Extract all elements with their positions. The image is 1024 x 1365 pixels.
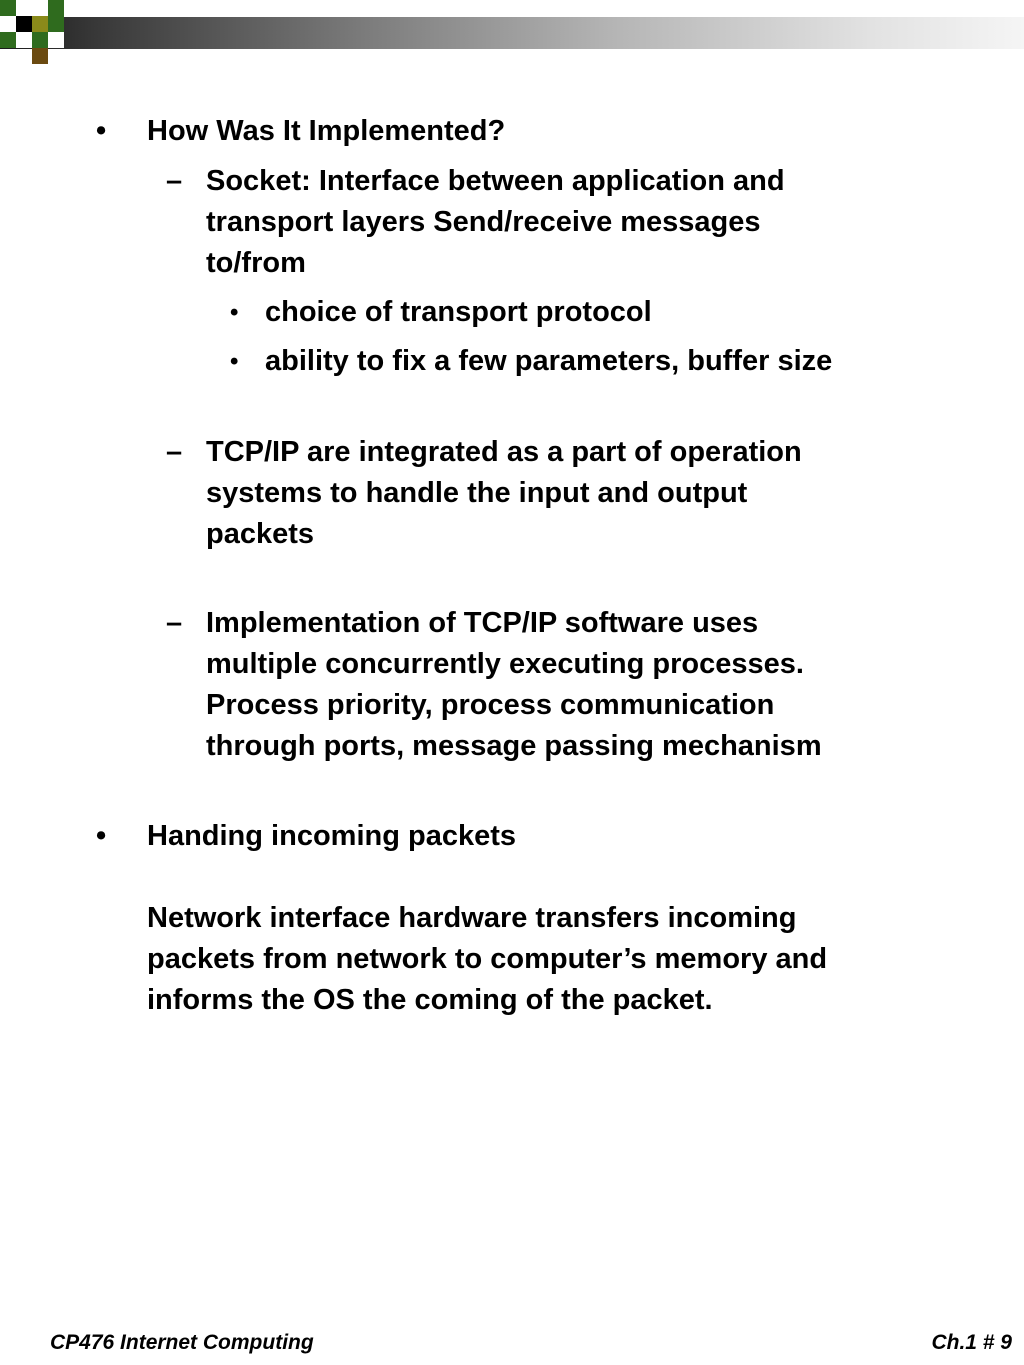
socket-item: choice of transport protocol xyxy=(265,296,652,328)
section-title-implementation: How Was It Implemented? xyxy=(147,115,506,147)
footer-course-title: CP476 Internet Computing xyxy=(50,1331,314,1354)
socket-text-line: transport layers Send/receive messages xyxy=(206,206,761,238)
implementation-text-line: multiple concurrently executing processes. xyxy=(206,648,804,680)
tcpip-os-text-line: systems to handle the input and output xyxy=(206,477,748,509)
footer-page-number: Ch.1 # 9 xyxy=(931,1331,1012,1354)
tcpip-os-text-line: packets xyxy=(206,518,315,550)
dash-marker: – xyxy=(166,607,183,639)
dash-marker: – xyxy=(166,436,183,468)
incoming-packets-text-line: informs the OS the coming of the packet. xyxy=(147,984,713,1016)
sub-bullet-marker: • xyxy=(230,348,239,375)
implementation-text-line: Process priority, process communication xyxy=(206,689,775,721)
incoming-packets-text-line: Network interface hardware transfers incoming xyxy=(147,902,797,934)
socket-text-line: to/from xyxy=(206,247,306,279)
implementation-text-line: Implementation of TCP/IP software uses xyxy=(206,607,759,639)
bullet-marker: • xyxy=(96,115,107,147)
dash-marker: – xyxy=(166,165,183,197)
sub-bullet-marker: • xyxy=(230,299,239,326)
socket-text-line: Socket: Interface between application and xyxy=(206,165,785,197)
implementation-text-line: through ports, message passing mechanism xyxy=(206,730,822,762)
section-title-incoming-packets: Handing incoming packets xyxy=(147,820,516,852)
socket-item: ability to fix a few parameters, buffer size xyxy=(265,345,833,377)
tcpip-os-text-line: TCP/IP are integrated as a part of operation xyxy=(206,436,802,468)
bullet-marker: • xyxy=(96,820,107,852)
incoming-packets-text-line: packets from network to computer’s memory and xyxy=(147,943,828,975)
